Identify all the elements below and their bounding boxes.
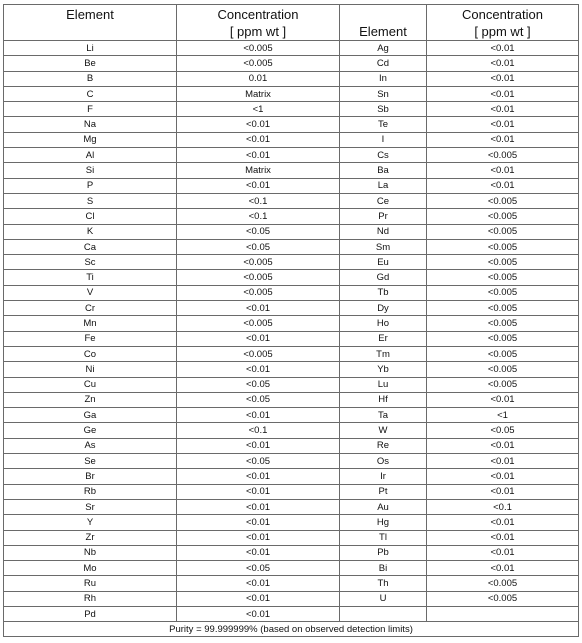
- table-row: [4, 576, 579, 591]
- left-concentration-cell: <0.005: [177, 56, 340, 71]
- left-element-cell: Br: [4, 469, 177, 484]
- table-row: [4, 56, 579, 71]
- table-row: [4, 515, 579, 530]
- right-concentration-cell: <0.01: [427, 102, 579, 117]
- right-concentration-cell: <0.05: [427, 423, 579, 438]
- left-element-cell: Sc: [4, 255, 177, 270]
- right-element-cell: Ce: [340, 193, 427, 208]
- table-row: [4, 71, 579, 86]
- right-element-cell: Bi: [340, 561, 427, 576]
- left-concentration-cell: <0.005: [177, 316, 340, 331]
- table-row: [4, 132, 579, 147]
- right-element-header-spacer: [340, 5, 427, 24]
- right-element-cell: Lu: [340, 377, 427, 392]
- purity-note: Purity = 99.999999% (based on observed detection limits): [4, 622, 579, 637]
- left-element-cell: Zn: [4, 392, 177, 407]
- table-row: [4, 591, 579, 606]
- right-element-cell: La: [340, 178, 427, 193]
- right-element-cell: Ba: [340, 163, 427, 178]
- right-concentration-cell: <0.01: [427, 545, 579, 560]
- left-concentration-cell: <0.01: [177, 515, 340, 530]
- right-concentration-cell: <0.01: [427, 86, 579, 101]
- left-concentration-cell: <0.1: [177, 209, 340, 224]
- right-concentration-cell: <0.005: [427, 346, 579, 361]
- left-element-header-spacer: [4, 23, 177, 41]
- right-concentration-cell: <0.01: [427, 484, 579, 499]
- left-unit-header: [ ppm wt ]: [177, 23, 340, 41]
- right-element-cell: Os: [340, 454, 427, 469]
- right-element-cell: In: [340, 71, 427, 86]
- table-row: [4, 530, 579, 545]
- table-row: [4, 484, 579, 499]
- left-element-cell: Na: [4, 117, 177, 132]
- left-concentration-cell: <0.05: [177, 454, 340, 469]
- right-element-cell: Dy: [340, 301, 427, 316]
- left-element-cell: Se: [4, 454, 177, 469]
- right-element-cell: Ir: [340, 469, 427, 484]
- right-concentration-cell: <0.1: [427, 499, 579, 514]
- right-concentration-cell: <0.005: [427, 331, 579, 346]
- left-concentration-cell: <0.01: [177, 606, 340, 621]
- right-element-cell: Au: [340, 499, 427, 514]
- table-row: [4, 117, 579, 132]
- right-concentration-cell: <0.005: [427, 148, 579, 163]
- left-element-cell: Pd: [4, 606, 177, 621]
- left-element-cell: Nb: [4, 545, 177, 560]
- table-row: [4, 148, 579, 163]
- left-element-cell: Ni: [4, 362, 177, 377]
- table-row: [4, 193, 579, 208]
- right-concentration-cell: <0.01: [427, 163, 579, 178]
- right-concentration-cell: <0.005: [427, 209, 579, 224]
- left-concentration-cell: <0.01: [177, 591, 340, 606]
- right-concentration-cell: <0.01: [427, 469, 579, 484]
- right-concentration-cell: [427, 606, 579, 621]
- left-element-cell: Cr: [4, 301, 177, 316]
- table-row: [4, 454, 579, 469]
- left-element-cell: Si: [4, 163, 177, 178]
- left-element-cell: Ge: [4, 423, 177, 438]
- table-row: [4, 86, 579, 101]
- right-element-cell: Sm: [340, 239, 427, 254]
- right-unit-header: [ ppm wt ]: [427, 23, 579, 41]
- table-row: [4, 270, 579, 285]
- table-row: [4, 331, 579, 346]
- right-concentration-cell: <0.005: [427, 193, 579, 208]
- right-element-cell: U: [340, 591, 427, 606]
- table-row: [4, 41, 579, 56]
- left-element-cell: Rh: [4, 591, 177, 606]
- left-concentration-cell: Matrix: [177, 163, 340, 178]
- left-concentration-cell: <0.05: [177, 561, 340, 576]
- left-element-cell: Rb: [4, 484, 177, 499]
- left-concentration-cell: <0.01: [177, 408, 340, 423]
- right-element-cell: Sb: [340, 102, 427, 117]
- left-element-cell: Mo: [4, 561, 177, 576]
- right-element-cell: Cs: [340, 148, 427, 163]
- left-element-cell: As: [4, 438, 177, 453]
- right-concentration-cell: <0.005: [427, 255, 579, 270]
- table-row: [4, 408, 579, 423]
- right-concentration-cell: <0.005: [427, 224, 579, 239]
- right-element-cell: Hf: [340, 392, 427, 407]
- right-concentration-cell: <0.01: [427, 178, 579, 193]
- right-element-cell: Pb: [340, 545, 427, 560]
- table-row: [4, 423, 579, 438]
- right-element-cell: Sn: [340, 86, 427, 101]
- right-element-cell: Tb: [340, 285, 427, 300]
- right-element-cell: Hg: [340, 515, 427, 530]
- left-concentration-cell: <0.05: [177, 392, 340, 407]
- left-concentration-cell: <0.1: [177, 423, 340, 438]
- left-concentration-cell: <0.01: [177, 576, 340, 591]
- right-element-cell: [340, 606, 427, 621]
- right-element-cell: Cd: [340, 56, 427, 71]
- table-row: [4, 224, 579, 239]
- table-row: [4, 209, 579, 224]
- header-row-1: [4, 5, 579, 24]
- left-element-cell: K: [4, 224, 177, 239]
- left-concentration-cell: <0.005: [177, 255, 340, 270]
- table-row: [4, 469, 579, 484]
- left-concentration-cell: <0.005: [177, 270, 340, 285]
- table-row: [4, 561, 579, 576]
- right-element-cell: Eu: [340, 255, 427, 270]
- left-concentration-cell: Matrix: [177, 86, 340, 101]
- table-row: [4, 301, 579, 316]
- left-element-cell: B: [4, 71, 177, 86]
- left-element-cell: Fe: [4, 331, 177, 346]
- right-element-cell: Nd: [340, 224, 427, 239]
- right-element-cell: Er: [340, 331, 427, 346]
- left-concentration-cell: <0.01: [177, 545, 340, 560]
- left-concentration-cell: <0.05: [177, 239, 340, 254]
- right-concentration-cell: <0.01: [427, 561, 579, 576]
- header-row-2: [4, 23, 579, 41]
- right-concentration-cell: <0.005: [427, 270, 579, 285]
- table-row: [4, 499, 579, 514]
- left-concentration-cell: <1: [177, 102, 340, 117]
- table-row: [4, 239, 579, 254]
- table-row: [4, 316, 579, 331]
- right-concentration-cell: <1: [427, 408, 579, 423]
- right-concentration-cell: <0.005: [427, 377, 579, 392]
- left-concentration-cell: <0.01: [177, 331, 340, 346]
- left-concentration-cell: <0.01: [177, 178, 340, 193]
- left-concentration-cell: <0.005: [177, 285, 340, 300]
- left-concentration-header: Concentration: [177, 5, 340, 24]
- right-concentration-cell: <0.005: [427, 362, 579, 377]
- right-concentration-cell: <0.01: [427, 438, 579, 453]
- left-concentration-cell: <0.01: [177, 530, 340, 545]
- purity-footer-row: [4, 622, 579, 637]
- right-concentration-cell: <0.01: [427, 41, 579, 56]
- right-concentration-cell: <0.005: [427, 591, 579, 606]
- left-concentration-cell: <0.01: [177, 362, 340, 377]
- left-element-cell: Ca: [4, 239, 177, 254]
- right-concentration-cell: <0.005: [427, 576, 579, 591]
- right-concentration-cell: <0.01: [427, 530, 579, 545]
- right-concentration-cell: <0.005: [427, 239, 579, 254]
- left-element-cell: Al: [4, 148, 177, 163]
- right-element-cell: Re: [340, 438, 427, 453]
- left-element-cell: V: [4, 285, 177, 300]
- left-element-cell: Co: [4, 346, 177, 361]
- table-row: [4, 362, 579, 377]
- right-concentration-cell: <0.005: [427, 285, 579, 300]
- left-concentration-cell: <0.1: [177, 193, 340, 208]
- right-concentration-cell: <0.005: [427, 316, 579, 331]
- left-element-cell: Be: [4, 56, 177, 71]
- left-element-header: Element: [4, 5, 177, 24]
- left-concentration-cell: <0.01: [177, 438, 340, 453]
- left-element-cell: P: [4, 178, 177, 193]
- left-element-cell: Zr: [4, 530, 177, 545]
- right-element-cell: Tl: [340, 530, 427, 545]
- left-concentration-cell: <0.01: [177, 117, 340, 132]
- left-element-cell: Mg: [4, 132, 177, 147]
- table-row: [4, 255, 579, 270]
- left-element-cell: Ru: [4, 576, 177, 591]
- right-element-cell: Pt: [340, 484, 427, 499]
- left-element-cell: S: [4, 193, 177, 208]
- left-concentration-cell: <0.01: [177, 301, 340, 316]
- table-row: [4, 178, 579, 193]
- right-concentration-cell: <0.01: [427, 56, 579, 71]
- left-element-cell: Li: [4, 41, 177, 56]
- right-element-cell: Ag: [340, 41, 427, 56]
- left-element-cell: Ga: [4, 408, 177, 423]
- table-row: [4, 346, 579, 361]
- right-element-cell: Te: [340, 117, 427, 132]
- left-element-cell: C: [4, 86, 177, 101]
- right-element-cell: W: [340, 423, 427, 438]
- left-element-cell: Y: [4, 515, 177, 530]
- right-concentration-cell: <0.005: [427, 301, 579, 316]
- table-row: [4, 392, 579, 407]
- table-row: [4, 377, 579, 392]
- right-concentration-cell: <0.01: [427, 392, 579, 407]
- left-concentration-cell: <0.01: [177, 469, 340, 484]
- right-element-cell: I: [340, 132, 427, 147]
- left-concentration-cell: <0.05: [177, 377, 340, 392]
- right-element-cell: Tm: [340, 346, 427, 361]
- table-row: [4, 285, 579, 300]
- right-concentration-header: Concentration: [427, 5, 579, 24]
- right-element-cell: Th: [340, 576, 427, 591]
- right-element-cell: Ta: [340, 408, 427, 423]
- right-concentration-cell: <0.01: [427, 71, 579, 86]
- left-concentration-cell: <0.01: [177, 499, 340, 514]
- left-concentration-cell: <0.01: [177, 484, 340, 499]
- left-element-cell: Ti: [4, 270, 177, 285]
- right-concentration-cell: <0.01: [427, 515, 579, 530]
- table-row: [4, 545, 579, 560]
- impurity-concentration-table: [3, 4, 579, 637]
- left-concentration-cell: <0.01: [177, 148, 340, 163]
- right-element-cell: Yb: [340, 362, 427, 377]
- left-concentration-cell: <0.005: [177, 41, 340, 56]
- table-row: [4, 102, 579, 117]
- left-concentration-cell: <0.01: [177, 132, 340, 147]
- right-element-cell: Gd: [340, 270, 427, 285]
- left-concentration-cell: <0.005: [177, 346, 340, 361]
- table-row: [4, 163, 579, 178]
- right-element-header: Element: [340, 23, 427, 41]
- right-concentration-cell: <0.01: [427, 132, 579, 147]
- left-element-cell: Sr: [4, 499, 177, 514]
- right-element-cell: Pr: [340, 209, 427, 224]
- left-element-cell: Cu: [4, 377, 177, 392]
- right-concentration-cell: <0.01: [427, 117, 579, 132]
- left-concentration-cell: <0.05: [177, 224, 340, 239]
- left-element-cell: Mn: [4, 316, 177, 331]
- right-element-cell: Ho: [340, 316, 427, 331]
- left-element-cell: Cl: [4, 209, 177, 224]
- table-row: [4, 606, 579, 621]
- left-concentration-cell: 0.01: [177, 71, 340, 86]
- left-element-cell: F: [4, 102, 177, 117]
- right-concentration-cell: <0.01: [427, 454, 579, 469]
- table-row: [4, 438, 579, 453]
